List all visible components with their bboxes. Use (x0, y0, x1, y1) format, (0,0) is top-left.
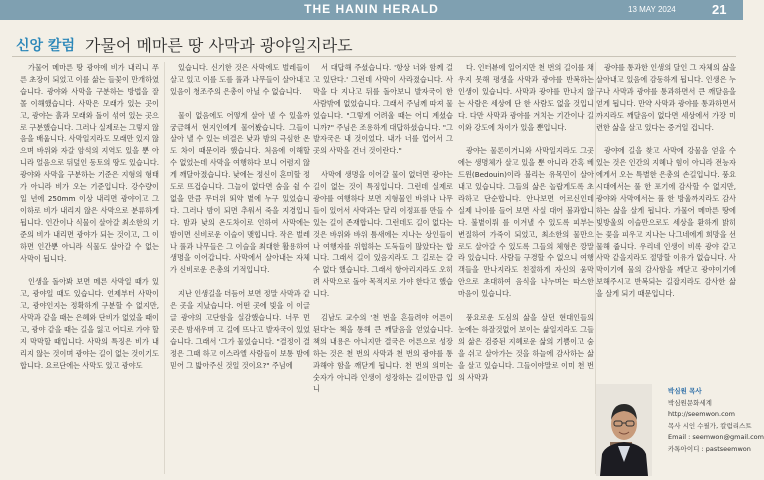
article-column-2 (170, 62, 310, 474)
author-name: 박심원 목사 (668, 387, 702, 395)
paragraph: 물이 없음에도 어떻게 살아 낼 수 있을까 궁금해서 현지인에게 물어봤습니다. 그들이 살아 낼 수 있는 비결은 낮과 밤의 극심한 온도 차이 때문이라 했습니다. 처음에 이해할 수 없었는데 사막을 여행하다 보니 어렴지 않게 깨달아졌습니다. 낮에는 정신이 혼미할 정도로 뜨겁습니다. 그늘이 없다면 숨을 쉴 수 없을 만큼 무더위 뙤약 볕에 누구 있었습니다. 그러나 밤이 되면 추워서 죽을 지경입니다. 밤과 낮의 온도차이로 인하여 사막에는 밤이면 신비로운 이슬이 맺힙니다. 작은 벌레나 풀과 나무들은 그 이슬을 최대한 활용하여 생명을 이어갑니다. 사막에서 살아내는 자체가 신비로운 은총의 기적입니다. (170, 110, 310, 275)
paragraph: 광야는 물론이거니와 사막일지라도 그곳에는 생명체가 살고 있을 뿐 아니라 간혹 베드윈(Bedouin)이라 불리는 유목민이 살아내고 있습니다. 그들의 삶은 놀랍게도록 초라하고 단순합니다. 안나보면 어르신인데 실제 나이를 들어 보면 사실 대어 불과합니다. 불볕이뤄 를 이겨낼 수 있도록 피부는 변질하여 가죽이 되었고, 최소한의 물만으로도 살아갈 수 있도록 그들의 체형은 깡말라 있습니다. 사람들 구경할 수 없으니 여행객들을 만나지라도 친절하게 자신의 움막 안으로 초대하여 음식을 나누며는 따스한 마음이 있습니다. (458, 146, 594, 299)
paragraph: 서 대답해 주셨습니다. '항상 너와 함께 걸고 있단다.' 그런데 사막이 사라졌습니다. 사막을 다 지나고 뒤를 돌아보니 발자국이 한 사람밖에 없었습니다. 그래서 주님께 따져 물었습니다. "그렇게 어려울 때는 어디 계셨습니까?" 주님은 조용하게 대답하셨습니다. "그 발자국은 내 것이었다. 내가 너를 업어서 그곳의 사막을 건너 것이란다." (313, 63, 453, 156)
author-website: http://seemwon.com (668, 410, 735, 419)
section-label: 신앙 칼럼 (16, 38, 75, 54)
article-column-4 (458, 62, 594, 474)
paragraph: 풍요로운 도심의 삶을 살던 현대인들의 눈에는 하잘것없어 보이는 삶일지라도 그들의 삶은 검증된 지혜로운 삶의 기쁨이고 숨을 쉬고 살아가는 것을 하늘에 감사하는 삶을 살고 있습니다. 그들이야말로 이미 천 번의 사막과 (458, 313, 594, 382)
author-kakao: 카톡아이디 : pastseemwon (668, 444, 751, 453)
paragraph: 김남도 교수의 '천 번을 흔들려야 어른이 된다'는 책을 통해 큰 깨달음을 얻었습니다. 책의 내용은 아니지만 결국은 어른으로 성장하는 것은 천 번의 사막과 천 번의 광야를 통과해야 함을 깨닫게 됩니다. 천 번의 의미는 숫자가 아니라 인생이 성장하는 길이만큼 입니 (313, 313, 453, 394)
paragraph: 인생을 돌아봐 보면 메른 사막일 때가 있고, 광야일 때도 있습니다. 언제부터 사막이고, 광야인지는 정확하게 구분할 수 없지만, 사막과 같을 때는 은혜와 단비가 없었을 때이고, 광야 같을 때는 길을 잃고 어디로 가야 할지 막막할 때입니다. 사막의 특징은 비가 내리지 않는 것이며 광야는 길이 없는 것이기도 합니다. 요르단에는 사막도 있고 광야도 (20, 277, 159, 370)
masthead: THE HANIN HERALD (304, 2, 439, 16)
author-portrait (596, 384, 652, 476)
paragraph: 광야에 길을 찾고 사막에 강물을 얻을 수 있는 것은 인간의 지혜나 힘이 아니라 전능자에게서 오는 특별한 은총의 손길입니다. 풍요시대에서는 풀 한 포기에 감사할 수 없지만, 광야와 사막에서는 풀 한 방울까지라도 감사하는 삶을 살게 됩니다. 가물어 메마른 땅에 빛방울의 이슬만으로도 세상을 환하게 밝히는 꽃을 피우고 지나는 나그네에게 희망을 선물해 줍니다. 우리네 인생이 비록 광야 같고 사막 같을지라도 절망할 이유가 없습니다. 사막이기에 물의 감사함을 깨닫고 광야이기에 보해주시고 반복되는 길잡지라도 감사한 삶을 살게 되기 때문입니다. (596, 146, 736, 299)
masthead-bar (0, 0, 743, 20)
author-info (668, 386, 764, 456)
paragraph: 지난 인생길을 더듬어 보면 정말 사막과 같은 곳을 지났습니다. 어떤 곳에 빛을 이 이글글 광야의 고단함을 실감했습니다. 너무 먼 곳은 밤새우며 고 길에 뜨나고 발자국이 있었습니다. 그래서 '그가 물었습니다. "결정이 결정은 그때 하고 이스라엘 사람들이 보통 밤에 믿어 그 밟아주신 것일 것이요?" 주님에 (170, 289, 310, 370)
paragraph: 있습니다. 신기한 것은 사막에도 벌레들이 살고 있고 이를 도를 풀과 나무들이 살아내고 있음이 청조주의 은총이 아닐 수 없습니다. (170, 63, 310, 96)
paragraph: 가물어 메마른 땅 광야에 비가 내리니 푸른 초장이 되었고 이를 삶는 들꽃이 만개하였습니다. 광야와 사막을 구분하는 방법을 잘 몰 이해했습니다. 사막은 모래가 있는 곳이고, 광야는 흙과 모래와 돌이 섞여 있는 곳으로 구분했습니다. 그러나 실제로는 그렇지 않음을 배웁니다. 사막일지라도 모래만 있지 않으며 바위와 자갈 암석의 지역도 있을 뿐 아니라 얼음으로 뒤덮인 동토의 땅도 있습니다. 광야와 사막을 구분하는 기준은 지형의 형태가 아니라 비가 오는 기준입니다. 강수량이 일 년에 250mm 이상 내리면 광야이고 그 이하로 비가 내리지 않은 사막으로 분류하게 됩니다. 인간이나 식물이 살아갈 최소한의 기준의 비가 내리면 광야가 되는 것이고, 그 이하면 인간뿐 아니라 식물도 살아갈 수 없는 사막이 됩니다. (20, 63, 159, 263)
article-column-3 (313, 62, 453, 474)
article-header (0, 20, 743, 56)
page-number: 21 (712, 2, 727, 17)
paragraph: 광야를 통과한 인생의 달인 그 자체의 삶을 살아내고 있음에 감동하게 됩니다. 인생은 누구나 사막과 광야를 통과하면서 큰 깨달음을 얻게 됩니다. 만약 사막과 광야를 통과하면서까지라도 깨달음이 없다면 세상에서 가장 미련한 삶을 살고 있다는 증거일 겁니다. (596, 63, 736, 132)
paragraph: 사막에 생명을 이어갈 물이 없더면 광야는 길이 없는 것이 특징입니다. 그런데 실제로 광야를 여행하다 보면 지형물인 바위나 나무들이 있어서 사막과는 달리 이정표를 만들 수 있는 길이 존재합니다. 그런데도 길이 없다는 것은 바위와 바위 틈새에는 지나는 상인들이나 여행자를 위협하는 도둑들이 많았다는 합니다. 그래서 길이 있음지라도 그 길로는 갈 수 없다 했습니다. 그래서 항아리지라도 오히려 사막으로 돌아 목적지로 가야 한다고 했습니다. (313, 170, 453, 299)
article-column-1 (20, 62, 159, 474)
column-divider (164, 62, 165, 474)
article-title: 가물어 메마른 땅 사막과 광야일지라도 (85, 36, 353, 55)
author-photo-icon (596, 384, 652, 476)
author-blog: 박심원문화세계 (668, 398, 712, 407)
issue-date: 13 MAY 2024 (628, 5, 676, 14)
paragraph: 다. 인터뷰에 일어지만 천 번의 길이를 채우지 못해 평생을 사막과 광야를 반복하는 인생이 있습니다. 사막과 광야를 만나지 않는 사람은 세상에 단 한 사람도 없을 것입니다. 다만 사막과 광야를 겨치는 기간이나 길이와 강도에 차이가 있을 뿐입니다. (458, 63, 594, 132)
header-rule (12, 56, 736, 57)
author-box (596, 384, 764, 476)
author-title: 목사 시인 수필가, 칼럼리스트 (668, 421, 752, 430)
article-column-5 (596, 62, 736, 299)
author-email: Email : seemwon@gmail.com (668, 433, 764, 442)
